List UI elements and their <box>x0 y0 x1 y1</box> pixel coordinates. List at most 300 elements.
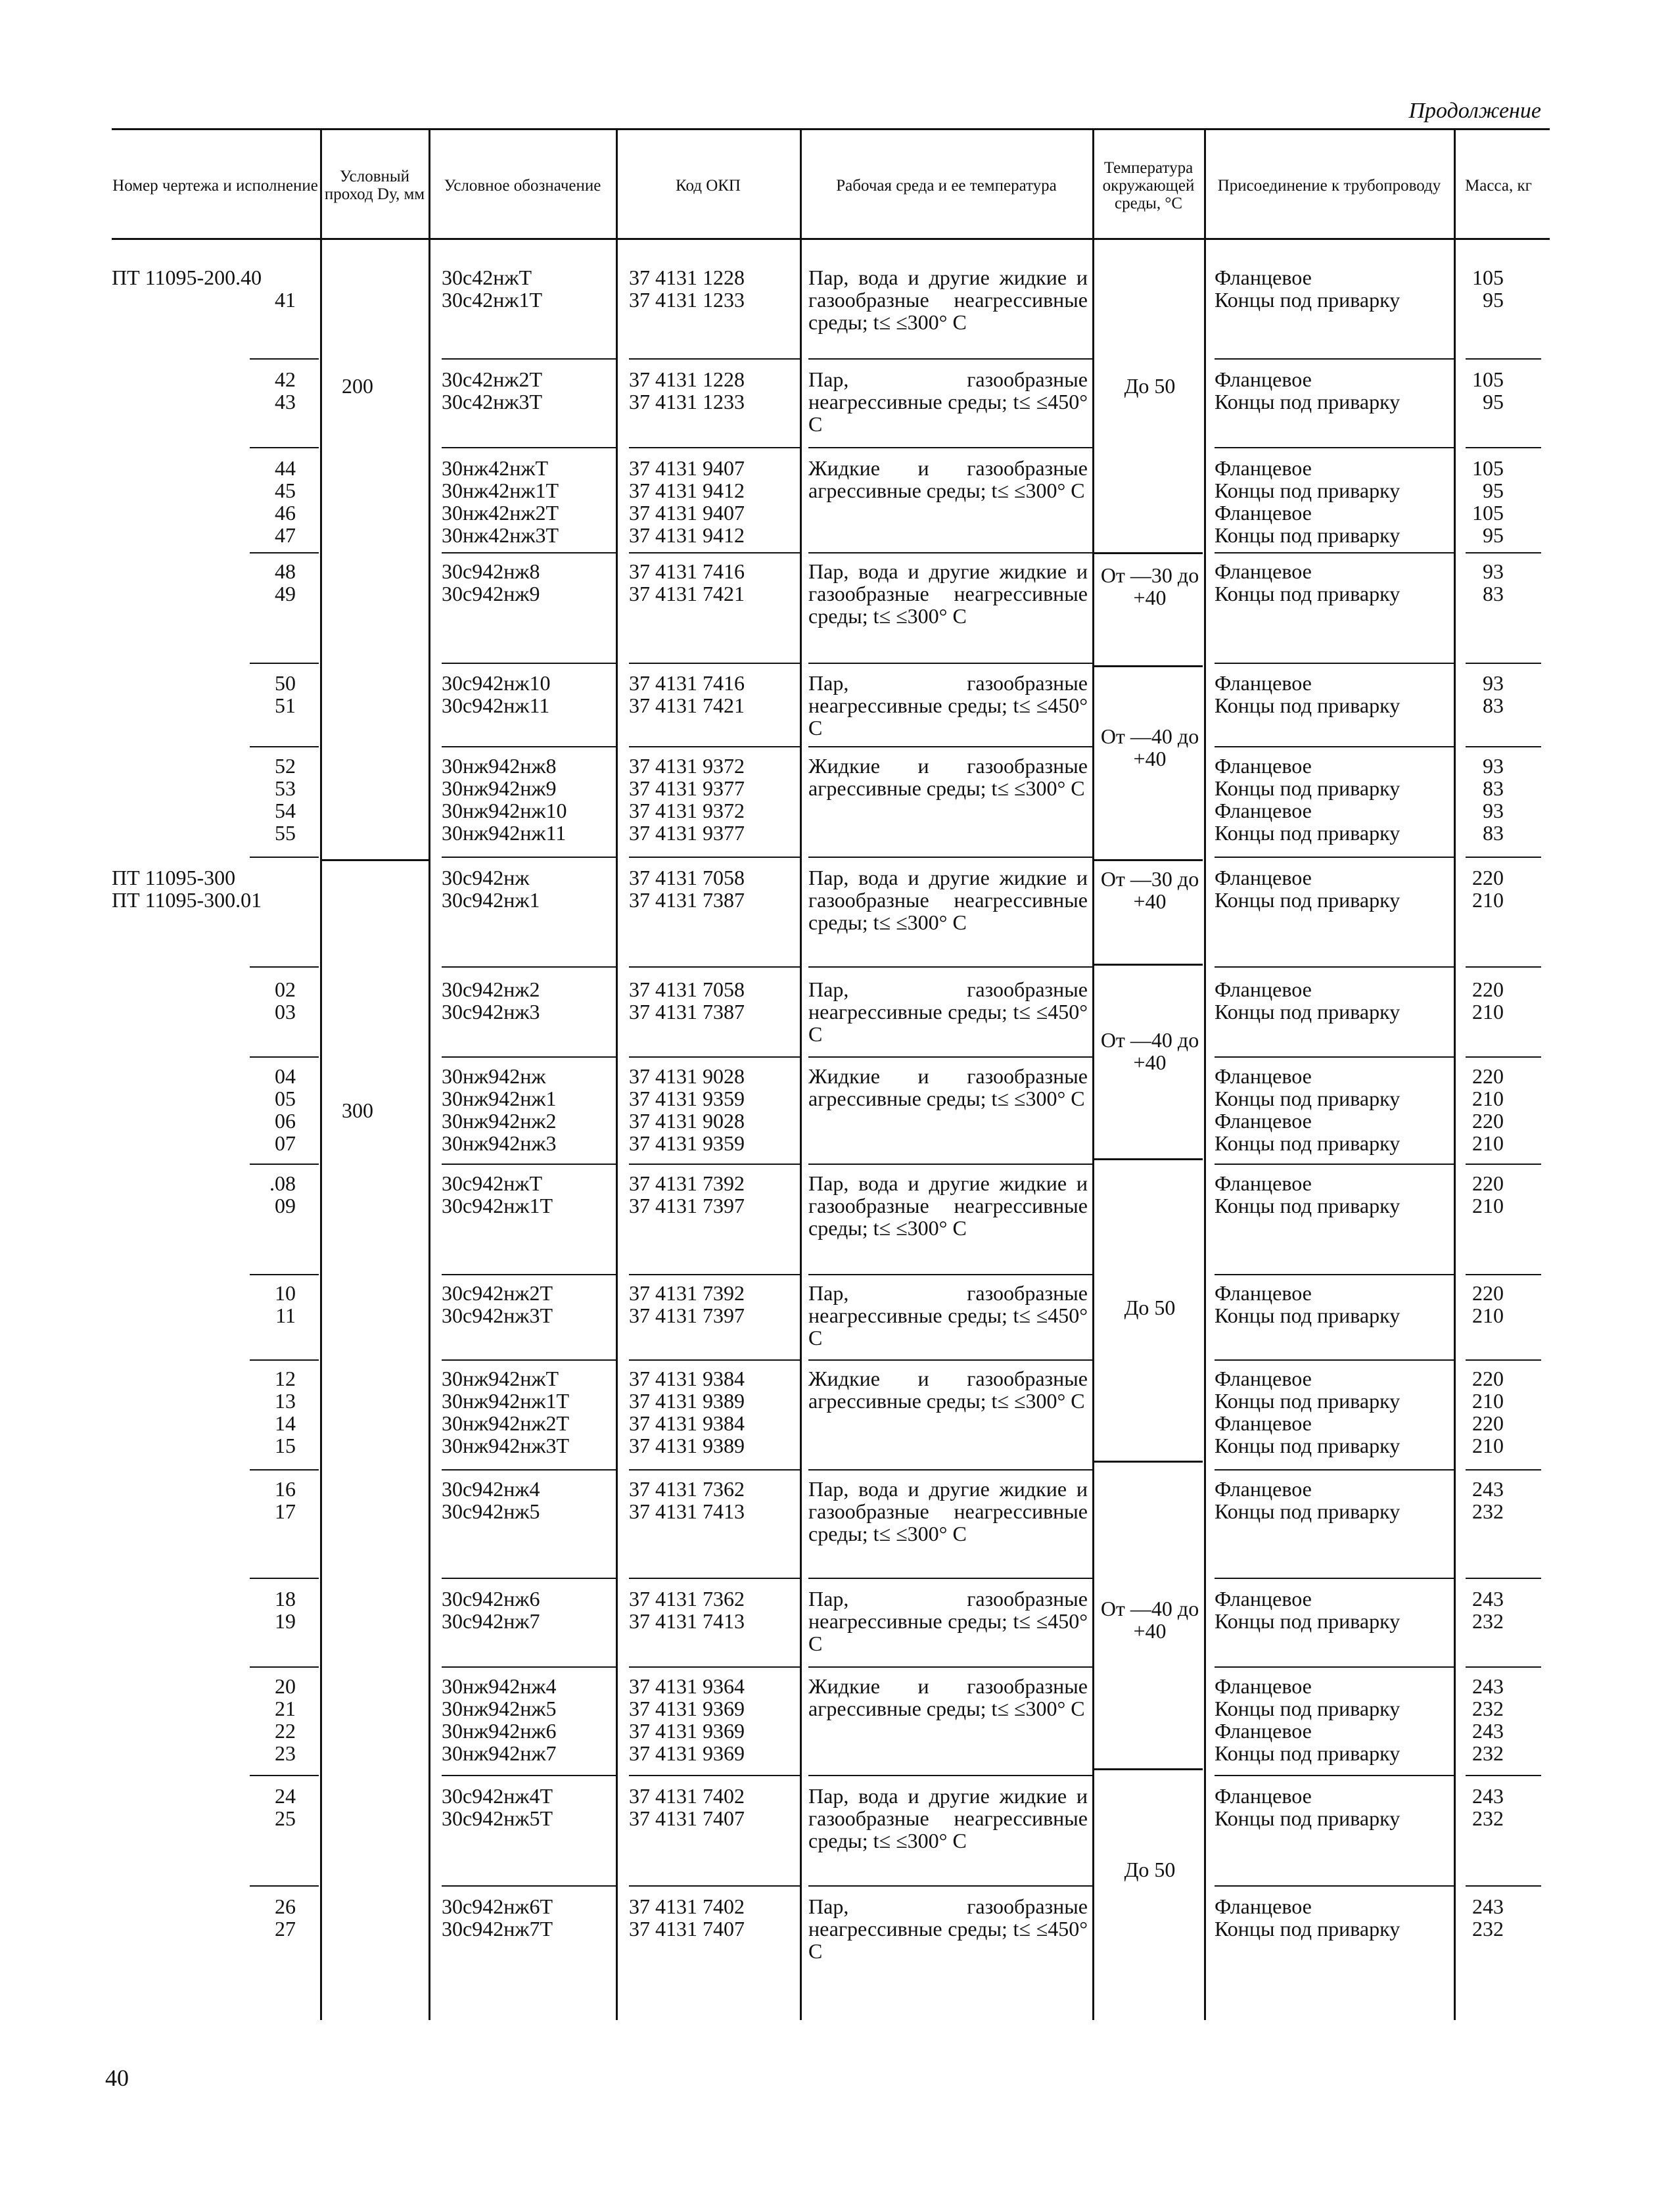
row-separator <box>442 746 616 747</box>
row-separator <box>250 1359 319 1361</box>
designation: 30нж42нжТ <box>442 456 549 480</box>
connection-type: Концы под приварку <box>1215 288 1401 312</box>
ambient-temp: До 50 <box>1124 374 1176 398</box>
mass-value: 210 <box>1472 888 1504 912</box>
drawing-number: 09 <box>275 1194 296 1217</box>
mass-value: 83 <box>1483 694 1504 717</box>
row-separator <box>808 1274 1092 1275</box>
designation: 30нж42нж1Т <box>442 479 559 502</box>
okp-code: 37 4131 7413 <box>629 1499 745 1523</box>
connection-type: Концы под приварку <box>1215 523 1401 547</box>
okp-code: 37 4131 7421 <box>629 582 745 605</box>
connection-type: Концы под приварку <box>1215 1499 1401 1523</box>
connection-type: Концы под приварку <box>1215 582 1401 605</box>
designation: 30с42нж3Т <box>442 390 542 413</box>
okp-code: 37 4131 7392 <box>629 1171 745 1195</box>
designation: 30нж942нжТ <box>442 1367 559 1390</box>
row-separator <box>442 1359 616 1361</box>
mass-value: 232 <box>1472 1917 1504 1941</box>
drawing-number: ПТ 11095-300.01 <box>112 888 262 912</box>
designation: 30нж942нж7 <box>442 1741 557 1765</box>
mass-value: 232 <box>1472 1806 1504 1830</box>
row-separator <box>1215 857 1454 858</box>
drawing-number: 53 <box>275 776 296 800</box>
mass-value: 95 <box>1483 390 1504 413</box>
ambient-temp: До 50 <box>1124 1858 1176 1881</box>
okp-code: 37 4131 9359 <box>629 1131 745 1155</box>
row-separator <box>250 746 319 747</box>
mass-value: 232 <box>1472 1499 1504 1523</box>
mass-value: 93 <box>1483 754 1504 778</box>
row-separator <box>250 1885 319 1887</box>
row-separator <box>442 1274 616 1275</box>
ambient-separator <box>1094 665 1203 667</box>
okp-code: 37 4131 7387 <box>629 1000 745 1024</box>
row-separator <box>250 1274 319 1275</box>
working-medium: Жидкие и газообразные агрессивные среды; t≤ ≤300° С <box>808 456 1088 502</box>
row-separator <box>1215 552 1454 553</box>
row-separator <box>442 857 616 858</box>
table-header-rule <box>112 238 1550 240</box>
mass-value: 243 <box>1472 1719 1504 1743</box>
designation: 30с942нж2 <box>442 977 540 1001</box>
drawing-number: 17 <box>275 1499 296 1523</box>
row-separator <box>808 663 1092 664</box>
row-separator <box>808 1885 1092 1887</box>
mass-value: 210 <box>1472 1304 1504 1327</box>
drawing-number: 04 <box>275 1064 296 1088</box>
row-separator <box>629 1164 800 1165</box>
mass-value: 243 <box>1472 1477 1504 1501</box>
ambient-separator <box>1094 964 1203 966</box>
drawing-number: 20 <box>275 1674 296 1698</box>
row-separator <box>1215 447 1454 448</box>
row-separator <box>629 1274 800 1275</box>
mass-value: 93 <box>1483 799 1504 822</box>
dn-value: 300 <box>342 1098 373 1122</box>
mass-value: 93 <box>1483 671 1504 695</box>
working-medium: Пар, вода и другие жидкие и газообразные неагрессивные среды; t≤ ≤300° С <box>808 1477 1088 1545</box>
okp-code: 37 4131 7413 <box>629 1609 745 1633</box>
row-separator <box>1215 1056 1454 1058</box>
row-separator <box>629 447 800 448</box>
col-header-okp: Код ОКП <box>676 176 741 195</box>
mass-value: 210 <box>1472 1194 1504 1217</box>
designation: 30с942нж6 <box>442 1587 540 1611</box>
drawing-number: 47 <box>275 523 296 547</box>
okp-code: 37 4131 9028 <box>629 1064 745 1088</box>
designation: 30с942нж5 <box>442 1499 540 1523</box>
drawing-number: 52 <box>275 754 296 778</box>
drawing-number: 10 <box>275 1281 296 1305</box>
okp-code: 37 4131 7402 <box>629 1894 745 1918</box>
mass-value: 210 <box>1472 1131 1504 1155</box>
col-header-connection: Присоединение к трубопроводу <box>1217 176 1441 195</box>
connection-type: Концы под приварку <box>1215 1434 1401 1457</box>
drawing-number: 46 <box>275 501 296 525</box>
okp-code: 37 4131 7058 <box>629 977 745 1001</box>
row-separator <box>250 447 319 448</box>
row-separator <box>250 857 319 858</box>
drawing-number: 24 <box>275 1784 296 1808</box>
okp-code: 37 4131 1233 <box>629 288 745 312</box>
mass-value: 83 <box>1483 582 1504 605</box>
connection-type: Фланцевое <box>1215 977 1312 1001</box>
working-medium: Пар, газообразные неагрессивные среды; t≤ ≤450° С <box>808 367 1088 436</box>
row-separator <box>1215 746 1454 747</box>
row-separator <box>442 1885 616 1887</box>
working-medium: Жидкие и газообразные агрессивные среды; t≤ ≤300° С <box>808 1064 1088 1110</box>
drawing-number: 15 <box>275 1434 296 1457</box>
drawing-number: 48 <box>275 559 296 583</box>
okp-code: 37 4131 7407 <box>629 1917 745 1941</box>
designation: 30нж942нж10 <box>442 799 567 822</box>
okp-code: 37 4131 7407 <box>629 1806 745 1830</box>
drawing-number: 16 <box>275 1477 296 1501</box>
drawing-number: ПТ 11095-300 <box>112 866 236 889</box>
connection-type: Фланцевое <box>1215 1411 1312 1435</box>
col-rule <box>1092 128 1094 2020</box>
row-separator <box>629 1469 800 1471</box>
row-separator <box>808 1666 1092 1668</box>
connection-type: Концы под приварку <box>1215 1304 1401 1327</box>
designation: 30нж942нж4 <box>442 1674 557 1698</box>
row-separator <box>808 746 1092 747</box>
connection-type: Фланцевое <box>1215 501 1312 525</box>
page-number: 40 <box>105 2065 129 2091</box>
working-medium: Пар, вода и другие жидкие и газообразные неагрессивные среды; t≤ ≤300° С <box>808 1171 1088 1240</box>
mass-value: 232 <box>1472 1609 1504 1633</box>
okp-code: 37 4131 7362 <box>629 1587 745 1611</box>
row-separator <box>250 1469 319 1471</box>
col-header-ambient: Температура окружающей среды, °С <box>1102 158 1195 212</box>
col-header-env: Рабочая среда и ее температура <box>836 176 1057 195</box>
row-separator <box>1466 1578 1541 1579</box>
designation: 30с42нж1Т <box>442 288 542 312</box>
row-separator <box>1215 1164 1454 1165</box>
ambient-temp: От —40 до +40 <box>1100 1028 1199 1074</box>
ambient-separator <box>1094 1461 1203 1463</box>
okp-code: 37 4131 7416 <box>629 559 745 583</box>
okp-code: 37 4131 1228 <box>629 367 745 391</box>
row-separator <box>629 552 800 553</box>
working-medium: Пар, вода и другие жидкие и газообразные неагрессивные среды; t≤ ≤300° С <box>808 559 1088 628</box>
connection-type: Фланцевое <box>1215 456 1312 480</box>
working-medium: Пар, вода и другие жидкие и газообразные неагрессивные среды; t≤ ≤300° С <box>808 866 1088 934</box>
row-separator <box>442 1056 616 1058</box>
designation: 30нж942нж1Т <box>442 1389 570 1413</box>
table-top-rule <box>112 128 1550 130</box>
row-separator <box>250 552 319 553</box>
row-separator <box>1466 857 1541 858</box>
designation: 30с942нж9 <box>442 582 540 605</box>
designation: 30с942нж8 <box>442 559 540 583</box>
designation: 30нж942нж9 <box>442 776 557 800</box>
okp-code: 37 4131 1233 <box>629 390 745 413</box>
row-separator <box>1466 1469 1541 1471</box>
connection-type: Концы под приварку <box>1215 821 1401 845</box>
drawing-number: 12 <box>275 1367 296 1390</box>
mass-value: 210 <box>1472 1389 1504 1413</box>
ambient-separator <box>1094 552 1203 554</box>
connection-type: Фланцевое <box>1215 1064 1312 1088</box>
row-separator <box>442 966 616 968</box>
mass-value: 243 <box>1472 1894 1504 1918</box>
row-separator <box>1215 358 1454 360</box>
drawing-number: 54 <box>275 799 296 822</box>
row-separator <box>442 447 616 448</box>
row-separator <box>629 663 800 664</box>
col-rule <box>429 128 430 2020</box>
okp-code: 37 4131 1228 <box>629 266 745 289</box>
designation: 30с942нж7Т <box>442 1917 553 1941</box>
connection-type: Фланцевое <box>1215 1477 1312 1501</box>
row-separator <box>808 1469 1092 1471</box>
row-separator <box>442 358 616 360</box>
col-rule <box>1454 128 1456 2020</box>
okp-code: 37 4131 9412 <box>629 523 745 547</box>
working-medium: Пар, вода и другие жидкие и газообразные неагрессивные среды; t≤ ≤300° С <box>808 266 1088 334</box>
designation: 30нж942нж3Т <box>442 1434 570 1457</box>
mass-value: 232 <box>1472 1741 1504 1765</box>
row-separator <box>808 447 1092 448</box>
row-separator <box>808 1359 1092 1361</box>
connection-type: Концы под приварку <box>1215 694 1401 717</box>
okp-code: 37 4131 9364 <box>629 1674 745 1698</box>
mass-value: 95 <box>1483 479 1504 502</box>
row-separator <box>808 1164 1092 1165</box>
mass-value: 105 <box>1472 456 1504 480</box>
drawing-number: 25 <box>275 1806 296 1830</box>
drawing-number: 51 <box>275 694 296 717</box>
row-separator <box>250 966 319 968</box>
designation: 30с942нж1 <box>442 888 540 912</box>
connection-type: Фланцевое <box>1215 1109 1312 1133</box>
row-separator <box>1215 663 1454 664</box>
okp-code: 37 4131 7362 <box>629 1477 745 1501</box>
designation: 30нж942нж5 <box>442 1697 557 1720</box>
dn-separator <box>322 859 429 861</box>
mass-value: 220 <box>1472 1171 1504 1195</box>
row-separator <box>629 1666 800 1668</box>
connection-type: Фланцевое <box>1215 266 1312 289</box>
mass-value: 105 <box>1472 367 1504 391</box>
connection-type: Фланцевое <box>1215 559 1312 583</box>
row-separator <box>808 1056 1092 1058</box>
okp-code: 37 4131 9377 <box>629 776 745 800</box>
okp-code: 37 4131 9359 <box>629 1087 745 1110</box>
row-separator <box>1466 447 1541 448</box>
row-separator <box>442 1469 616 1471</box>
drawing-number: ПТ 11095-200.40 <box>112 266 262 289</box>
row-separator <box>1466 966 1541 968</box>
okp-code: 37 4131 7421 <box>629 694 745 717</box>
drawing-number: 11 <box>275 1304 296 1327</box>
connection-type: Фланцевое <box>1215 1784 1312 1808</box>
connection-type: Концы под приварку <box>1215 1741 1401 1765</box>
connection-type: Фланцевое <box>1215 1281 1312 1305</box>
row-separator <box>629 1885 800 1887</box>
row-separator <box>629 857 800 858</box>
okp-code: 37 4131 7402 <box>629 1784 745 1808</box>
row-separator <box>1215 1359 1454 1361</box>
drawing-number: 50 <box>275 671 296 695</box>
mass-value: 220 <box>1472 1064 1504 1088</box>
okp-code: 37 4131 9389 <box>629 1389 745 1413</box>
ambient-temp: От —30 до +40 <box>1100 867 1199 913</box>
okp-code: 37 4131 9372 <box>629 799 745 822</box>
designation: 30с942нжТ <box>442 1171 542 1195</box>
working-medium: Пар, газообразные неагрессивные среды; t≤ ≤450° С <box>808 671 1088 740</box>
okp-code: 37 4131 7397 <box>629 1304 745 1327</box>
row-separator <box>808 1775 1092 1776</box>
row-separator <box>442 663 616 664</box>
connection-type: Фланцевое <box>1215 1587 1312 1611</box>
connection-type: Концы под приварку <box>1215 1806 1401 1830</box>
designation: 30нж942нж1 <box>442 1087 557 1110</box>
okp-code: 37 4131 7387 <box>629 888 745 912</box>
designation: 30с942нж5Т <box>442 1806 553 1830</box>
row-separator <box>1466 1359 1541 1361</box>
col-header-mass: Масса, кг <box>1465 176 1532 195</box>
connection-type: Концы под приварку <box>1215 776 1401 800</box>
designation: 30с942нж10 <box>442 671 551 695</box>
okp-code: 37 4131 9384 <box>629 1411 745 1435</box>
mass-value: 220 <box>1472 866 1504 889</box>
connection-type: Фланцевое <box>1215 1894 1312 1918</box>
mass-value: 243 <box>1472 1784 1504 1808</box>
mass-value: 220 <box>1472 1109 1504 1133</box>
designation: 30с942нж4Т <box>442 1784 553 1808</box>
okp-code: 37 4131 9369 <box>629 1719 745 1743</box>
designation: 30нж942нж2Т <box>442 1411 570 1435</box>
connection-type: Фланцевое <box>1215 1674 1312 1698</box>
row-separator <box>808 1578 1092 1579</box>
drawing-number: 13 <box>275 1389 296 1413</box>
mass-value: 105 <box>1472 266 1504 289</box>
row-separator <box>1215 1274 1454 1275</box>
row-separator <box>1466 1885 1541 1887</box>
connection-type: Концы под приварку <box>1215 390 1401 413</box>
working-medium: Пар, газообразные неагрессивные среды; t≤ ≤450° С <box>808 1587 1088 1655</box>
okp-code: 37 4131 9372 <box>629 754 745 778</box>
drawing-number: 42 <box>275 367 296 391</box>
drawing-number: 05 <box>275 1087 296 1110</box>
dn-value: 200 <box>342 374 373 398</box>
connection-type: Концы под приварку <box>1215 1131 1401 1155</box>
col-rule <box>320 128 322 2020</box>
okp-code: 37 4131 9384 <box>629 1367 745 1390</box>
drawing-number: 19 <box>275 1609 296 1633</box>
row-separator <box>442 1775 616 1776</box>
row-separator <box>808 857 1092 858</box>
drawing-number: 23 <box>275 1741 296 1765</box>
connection-type: Фланцевое <box>1215 799 1312 822</box>
mass-value: 95 <box>1483 288 1504 312</box>
designation: 30с942нж3 <box>442 1000 540 1024</box>
connection-type: Концы под приварку <box>1215 1087 1401 1110</box>
designation: 30нж942нж11 <box>442 821 567 845</box>
designation: 30с42нж2Т <box>442 367 542 391</box>
okp-code: 37 4131 9369 <box>629 1741 745 1765</box>
designation: 30с942нж6Т <box>442 1894 553 1918</box>
working-medium: Пар, газообразные неагрессивные среды; t≤ ≤450° С <box>808 1281 1088 1350</box>
connection-type: Концы под приварку <box>1215 1194 1401 1217</box>
designation: 30с942нж4 <box>442 1477 540 1501</box>
designation: 30нж942нж3 <box>442 1131 557 1155</box>
drawing-number: 44 <box>275 456 296 480</box>
drawing-number: 45 <box>275 479 296 502</box>
row-separator <box>250 358 319 360</box>
okp-code: 37 4131 9377 <box>629 821 745 845</box>
connection-type: Фланцевое <box>1215 1719 1312 1743</box>
connection-type: Концы под приварку <box>1215 1609 1401 1633</box>
mass-value: 220 <box>1472 977 1504 1001</box>
row-separator <box>442 552 616 553</box>
drawing-number: 14 <box>275 1411 296 1435</box>
mass-value: 210 <box>1472 1434 1504 1457</box>
mass-value: 93 <box>1483 559 1504 583</box>
continuation-label: Продолжение <box>1408 99 1541 123</box>
working-medium: Пар, газообразные неагрессивные среды; t≤ ≤450° С <box>808 1894 1088 1963</box>
ambient-temp: До 50 <box>1124 1296 1176 1319</box>
mass-value: 220 <box>1472 1411 1504 1435</box>
connection-type: Фланцевое <box>1215 754 1312 778</box>
connection-type: Фланцевое <box>1215 1171 1312 1195</box>
designation: 30с942нж11 <box>442 694 550 717</box>
mass-value: 220 <box>1472 1281 1504 1305</box>
row-separator <box>629 746 800 747</box>
drawing-number: 07 <box>275 1131 296 1155</box>
drawing-number: 41 <box>275 288 296 312</box>
okp-code: 37 4131 7058 <box>629 866 745 889</box>
designation: 30с942нж2Т <box>442 1281 553 1305</box>
mass-value: 243 <box>1472 1674 1504 1698</box>
drawing-number: .08 <box>269 1171 296 1195</box>
drawing-number: 21 <box>275 1697 296 1720</box>
row-separator <box>442 1578 616 1579</box>
designation: 30нж942нж <box>442 1064 546 1088</box>
mass-value: 220 <box>1472 1367 1504 1390</box>
drawing-number: 26 <box>275 1894 296 1918</box>
col-header-drawing: Номер чертежа и исполнение <box>112 176 318 195</box>
row-separator <box>629 358 800 360</box>
drawing-number: 43 <box>275 390 296 413</box>
designation: 30нж42нж3Т <box>442 523 559 547</box>
row-separator <box>250 1164 319 1165</box>
row-separator <box>1215 1578 1454 1579</box>
designation: 30с42нжТ <box>442 266 532 289</box>
connection-type: Фланцевое <box>1215 671 1312 695</box>
col-rule <box>1204 128 1206 2020</box>
mass-value: 232 <box>1472 1697 1504 1720</box>
row-separator <box>1466 1164 1541 1165</box>
row-separator <box>1466 663 1541 664</box>
drawing-number: 03 <box>275 1000 296 1024</box>
col-header-dn: Условный проход Dу, мм <box>324 168 425 203</box>
connection-type: Концы под приварку <box>1215 1697 1401 1720</box>
connection-type: Концы под приварку <box>1215 1389 1401 1413</box>
drawing-number: 18 <box>275 1587 296 1611</box>
okp-code: 37 4131 9412 <box>629 479 745 502</box>
mass-value: 210 <box>1472 1000 1504 1024</box>
working-medium: Пар, вода и другие жидкие и газообразные неагрессивные среды; t≤ ≤300° С <box>808 1784 1088 1852</box>
designation: 30нж942нж2 <box>442 1109 557 1133</box>
designation: 30нж942нж8 <box>442 754 557 778</box>
row-separator <box>629 1359 800 1361</box>
okp-code: 37 4131 9389 <box>629 1434 745 1457</box>
col-header-designation: Условное обозначение <box>444 176 601 195</box>
